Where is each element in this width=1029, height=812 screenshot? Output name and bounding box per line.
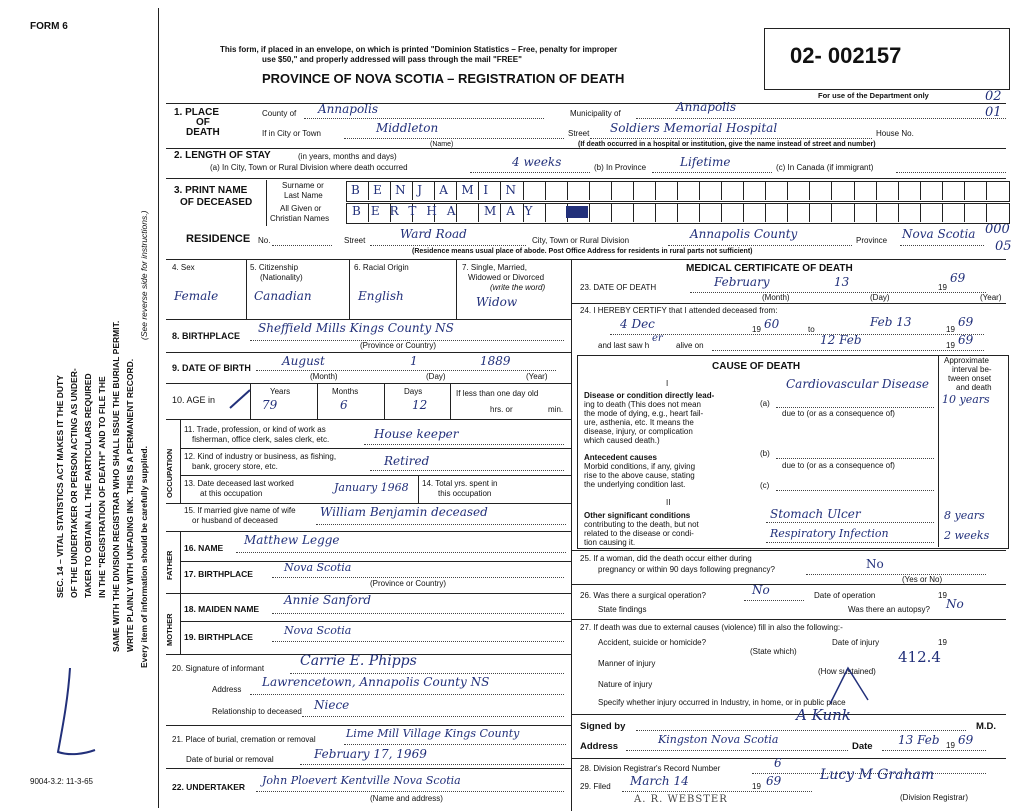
filed-year[interactable]: 69 — [766, 774, 782, 788]
surgical-value[interactable]: No — [752, 583, 770, 597]
section-ii-label: II — [666, 498, 671, 507]
dod-year[interactable]: 69 — [950, 271, 966, 285]
letter-cell — [942, 204, 943, 222]
informant-address-label: Address — [212, 685, 242, 694]
letter-cell — [765, 182, 766, 200]
accident-label: Accident, suicide or homicide? — [598, 638, 707, 647]
letter-cell — [677, 182, 678, 200]
autopsy-value[interactable]: No — [946, 597, 964, 611]
maiden-name-label: 18. MAIDEN NAME — [184, 604, 260, 614]
date-op-century: 19 — [938, 591, 947, 600]
letter-cell — [854, 182, 855, 200]
external-label: 27. If death was due to external causes (violence) fill in also the following:- — [580, 623, 843, 632]
last-worked-value[interactable]: January 1968 — [334, 481, 409, 494]
letter-cell — [920, 204, 921, 222]
other-label-2: contributing to the death, but not — [584, 520, 699, 529]
surname-label: Surname or — [282, 181, 324, 190]
antecedent-label-4: the underlying condition last. — [584, 480, 686, 489]
sig-address-value[interactable]: Kingston Nova Scotia — [658, 733, 779, 746]
letter-cell — [765, 204, 766, 222]
side-text-6: WRITE PLAINLY WITH UNFADING INK. THIS IS A PERMANENT RECORD. — [125, 358, 135, 652]
place-of-death-label-2: OF — [196, 117, 210, 128]
spouse-value[interactable]: William Benjamin deceased — [320, 505, 488, 519]
letter-cell — [787, 204, 788, 222]
letter-cell — [390, 182, 391, 200]
burial-date-value[interactable]: February 17, 1969 — [314, 747, 427, 761]
div-reg-note: (Division Registrar) — [900, 793, 969, 802]
name-note: (Name) — [430, 141, 454, 148]
marital-value[interactable]: Widow — [476, 295, 518, 309]
sig-date-value[interactable]: 13 Feb — [898, 733, 940, 747]
signed-by-label: Signed by — [580, 721, 626, 732]
letter-cell — [787, 182, 788, 200]
header-notice-2: use $50," and properly addressed will pass through the mail "FREE" — [262, 55, 522, 64]
filed-label: 29. Filed — [580, 782, 611, 791]
letter-cell — [545, 182, 546, 200]
christian-label: Christian Names — [270, 214, 330, 223]
sex-label: 4. Sex — [172, 263, 195, 272]
surname-letter[interactable]: N — [395, 183, 406, 197]
dod-day[interactable]: 13 — [834, 275, 850, 289]
spouse-label-2: or husband of deceased — [192, 516, 278, 525]
dob-year-note: (Year) — [526, 372, 548, 381]
letter-cell — [986, 182, 987, 200]
other-condition-1[interactable]: Stomach Ulcer — [770, 507, 861, 521]
street-label: Street — [568, 129, 590, 138]
autopsy-label: Was there an autopsy? — [848, 605, 930, 614]
birthplace-label: 8. BIRTHPLACE — [172, 331, 241, 341]
father-side-label: FATHER — [165, 550, 174, 580]
res-province-value[interactable]: Nova Scotia — [902, 227, 976, 241]
place-of-death-label: 1. PLACE — [174, 107, 220, 118]
res-city-label: City, Town or Rural Division — [532, 236, 630, 245]
handwritten-arrow — [820, 660, 900, 710]
stay-province-value[interactable]: Lifetime — [680, 155, 731, 169]
form-number: FORM 6 — [30, 21, 68, 32]
house-no-label: House No. — [876, 129, 914, 138]
attended-from-year[interactable]: 60 — [764, 317, 780, 331]
letter-cell — [611, 204, 612, 222]
years-label: Years — [270, 387, 291, 396]
date-injury-label: Date of injury — [832, 638, 880, 647]
letter-cell — [876, 204, 877, 222]
side-text-4: IN THE "REGISTRATION OF DEATH" AND TO FILE THE — [97, 376, 107, 598]
letter-cell — [986, 204, 987, 222]
dod-label: 23. DATE OF DEATH — [580, 283, 657, 292]
municipality-value[interactable]: Annapolis — [676, 100, 737, 114]
sex-value[interactable]: Female — [174, 289, 219, 303]
length-of-stay-label: 2. LENGTH OF STAY — [174, 150, 271, 161]
father-birthplace-value[interactable]: Nova Scotia — [284, 561, 352, 574]
cause-c-marker: (c) — [760, 481, 770, 490]
disease-label-4: ure, asthenia, etc. It means the — [584, 418, 694, 427]
letter-cell — [611, 182, 612, 200]
cause-title: CAUSE OF DEATH — [712, 361, 801, 372]
to-label: to — [808, 325, 815, 334]
last-saw-year[interactable]: 69 — [958, 333, 974, 347]
certify-label: 24. I HEREBY CERTIFY that I attended deceased from: — [580, 306, 778, 315]
letter-cell — [368, 182, 369, 200]
surname-letter[interactable]: A — [439, 183, 448, 197]
other-condition-2[interactable]: Respiratory Infection — [770, 527, 889, 540]
letter-cell — [964, 204, 965, 222]
letter-cell — [699, 204, 700, 222]
father-name-value[interactable]: Matthew Legge — [244, 533, 340, 547]
letter-cell — [677, 204, 678, 222]
informant-address-value[interactable]: Lawrencetown, Annapolis County NS — [262, 675, 490, 689]
letter-cell — [942, 182, 943, 200]
attended-to-century: 19 — [946, 325, 955, 334]
dept-code-1: 02 — [985, 89, 1002, 104]
letter-cell — [655, 204, 656, 222]
attended-to-year[interactable]: 69 — [958, 315, 974, 329]
dod-year-note: (Year) — [980, 293, 1002, 302]
citizenship-label: 5. Citizenship — [250, 263, 299, 272]
due-to-label-2: due to (or as a consequence of) — [782, 461, 895, 470]
interval-label-1: Approximate — [944, 356, 989, 365]
letter-cell — [743, 204, 744, 222]
sig-date-label: Date — [852, 741, 873, 752]
scribbled-out-mark — [566, 206, 588, 218]
last-saw-label: and last saw h — [598, 341, 650, 350]
dept-code-4: 05 — [995, 239, 1012, 254]
other-label-1: Other significant conditions — [584, 511, 691, 520]
surname-letter[interactable]: B — [351, 183, 360, 197]
other-label-3: related to the disease or condi- — [584, 529, 694, 538]
mother-birthplace-label: 19. BIRTHPLACE — [184, 632, 253, 642]
registrar-stamp: A. R. WEBSTER — [634, 794, 728, 805]
mother-side-label: MOTHER — [165, 613, 174, 646]
undertaker-label: 22. UNDERTAKER — [172, 782, 246, 792]
hospital-note: (If death occurred in a hospital or institution, give the name instead of street and number) — [578, 141, 876, 148]
dob-year[interactable]: 1889 — [480, 354, 511, 368]
print-name-label: 3. PRINT NAME — [174, 185, 248, 196]
cause-b-marker: (b) — [760, 449, 770, 458]
side-text-5: SAME WITH THE DIVISION REGISTRAR WHO SHALL ISSUE THE BURIAL PERMIT. — [111, 320, 121, 652]
nature-label: Nature of injury — [598, 680, 653, 689]
age-label: 10. AGE in — [172, 395, 216, 405]
registrar-signature[interactable]: Lucy M Graham — [820, 767, 935, 783]
md-label: M.D. — [976, 721, 997, 732]
industry-label-2: bank, grocery store, etc. — [192, 462, 278, 471]
last-name-label: Last Name — [284, 191, 323, 200]
letter-cell — [809, 182, 810, 200]
last-worked-label: 13. Date deceased last worked — [184, 479, 294, 488]
dod-month[interactable]: February — [714, 275, 770, 289]
surname-letter[interactable]: M — [461, 183, 474, 197]
given-name-2[interactable]: MAY — [484, 204, 543, 218]
res-city-value[interactable]: Annapolis County — [690, 227, 798, 241]
municipality-label: Municipality of — [570, 109, 621, 118]
letter-cell — [920, 182, 921, 200]
attended-from-century: 19 — [752, 325, 761, 334]
letter-cell — [831, 182, 832, 200]
letter-cell — [589, 204, 590, 222]
interval-label-3: tween onset — [948, 374, 992, 383]
side-text-2: OF THE UNDERTAKER OR PERSON ACTING AS UNDER- — [69, 368, 79, 598]
woman-value[interactable]: No — [866, 557, 884, 571]
informant-label: 20. Signature of informant — [172, 664, 265, 673]
last-saw-h[interactable]: er — [652, 333, 663, 344]
letter-cell — [633, 204, 634, 222]
how-note: (How sustained) — [818, 667, 876, 676]
sig-address-label: Address — [580, 741, 619, 752]
letter-cell — [898, 204, 899, 222]
other-label-4: tion causing it. — [584, 538, 636, 547]
disease-label-6: which caused death.) — [584, 436, 660, 445]
date-op-label: Date of operation — [814, 591, 876, 600]
dob-month-note: (Month) — [310, 372, 338, 381]
side-text-1: SEC. 14 – VITAL STATISTICS ACT MAKES IT THE DUTY — [55, 375, 65, 598]
age-days[interactable]: 12 — [412, 398, 428, 412]
hrs-label: hrs. or — [490, 405, 513, 414]
letter-cell — [412, 182, 413, 200]
sig-century: 19 — [946, 741, 955, 750]
reg-record-value[interactable]: 6 — [774, 756, 782, 770]
informant-signature[interactable]: Carrie E. Phipps — [300, 653, 417, 669]
woman-label-2: pregnancy or within 90 days following pregnancy? — [598, 565, 775, 574]
stat-code[interactable]: 412.4 — [898, 648, 941, 666]
dept-use: For use of the Department only — [818, 91, 929, 100]
days-label: Days — [404, 387, 423, 396]
less-day-label: If less than one day old — [456, 389, 539, 398]
undertaker-note: (Name and address) — [370, 794, 443, 803]
state-findings-label: State findings — [598, 605, 647, 614]
stay-city-value[interactable]: 4 weeks — [512, 155, 562, 169]
interval-label-4: and death — [956, 383, 992, 392]
form-code: 9004-3.2: 11-3-65 — [30, 777, 94, 786]
letter-cell — [964, 182, 965, 200]
surname-letter[interactable]: E — [373, 183, 382, 197]
disease-label-5: disease, injury, or complication — [584, 427, 693, 436]
racial-value[interactable]: English — [358, 289, 404, 303]
letter-cell — [809, 204, 810, 222]
of-deceased-label: OF DECEASED — [180, 197, 253, 208]
age-tick-mark — [226, 386, 256, 416]
surname-letter[interactable]: N — [505, 183, 516, 197]
street-value[interactable]: Soldiers Memorial Hospital — [610, 121, 778, 135]
trade-label-2: fisherman, office clerk, sales clerk, etc. — [192, 435, 330, 444]
letter-cell — [567, 182, 568, 200]
disease-label-1: Disease or condition directly lead- — [584, 391, 715, 400]
stay-b-label: (b) In Province — [594, 163, 647, 172]
dod-century: 19 — [938, 283, 947, 292]
res-street-value[interactable]: Ward Road — [400, 227, 467, 241]
city-value[interactable]: Middleton — [376, 121, 439, 135]
letter-cell — [478, 182, 479, 200]
letter-cell — [831, 204, 832, 222]
antecedent-label-3: rise to the above cause, stating — [584, 471, 695, 480]
letter-cell — [721, 182, 722, 200]
attended-to[interactable]: Feb 13 — [870, 315, 912, 329]
letter-cell — [456, 182, 457, 200]
dod-day-note: (Day) — [870, 293, 890, 302]
trade-label: 11. Trade, profession, or kind of work as — [184, 425, 326, 434]
registration-number: 02- 002157 — [790, 43, 902, 68]
disease-label-2: ing to death (This does not mean — [584, 400, 701, 409]
dob-label: 9. DATE OF BIRTH — [172, 363, 251, 373]
surname-letter[interactable]: I — [483, 183, 489, 197]
antecedent-label-1: Antecedent causes — [584, 453, 657, 462]
father-name-label: 16. NAME — [184, 543, 224, 553]
cause-a-interval[interactable]: 10 years — [942, 393, 990, 406]
sig-year[interactable]: 69 — [958, 733, 974, 747]
header-notice: This form, if placed in an envelope, on which is printed "Dominion Statistics – Free, penalty for improper — [220, 45, 618, 54]
letter-cell — [523, 182, 524, 200]
side-text-7: Every item of information should be carefully supplied. — [139, 446, 149, 668]
last-saw-century: 19 — [946, 341, 955, 350]
racial-label: 6. Racial Origin — [354, 263, 409, 272]
city-label: If in City or Town — [262, 129, 321, 138]
letter-cell — [898, 182, 899, 200]
alive-on-label: alive on — [676, 341, 704, 350]
res-province-label: Province — [856, 236, 888, 245]
citizenship-value[interactable]: Canadian — [254, 289, 312, 303]
letter-cell — [545, 204, 546, 222]
dob-day-note: (Day) — [426, 372, 446, 381]
letter-cell — [876, 182, 877, 200]
attended-from[interactable]: 4 Dec — [620, 317, 655, 331]
letter-cell — [699, 182, 700, 200]
total-yrs-label-2: this occupation — [438, 489, 492, 498]
burial-label: 21. Place of burial, cremation or removal — [172, 735, 316, 744]
due-to-label-1: due to (or as a consequence of) — [782, 409, 895, 418]
undertaker-value[interactable]: John Ploevert Kentville Nova Scotia — [262, 774, 461, 787]
burial-date-label: Date of burial or removal — [186, 755, 274, 764]
age-months[interactable]: 6 — [340, 398, 348, 412]
cause-a-value[interactable]: Cardiovascular Disease — [786, 377, 930, 391]
burial-value[interactable]: Lime Mill Village Kings County — [346, 727, 520, 740]
place-of-death-label-3: DEATH — [186, 127, 220, 138]
form-title: PROVINCE OF NOVA SCOTIA – REGISTRATION OF DEATH — [262, 71, 625, 86]
specify-label: Specify whether injury occurred in Industry, in home, or in public place — [598, 698, 846, 707]
dept-code-3: 000 — [985, 222, 1010, 237]
date-injury-century: 19 — [938, 638, 947, 647]
marital-label: 7. Single, Married, — [462, 263, 527, 272]
letter-cell — [743, 182, 744, 200]
age-years[interactable]: 79 — [262, 398, 278, 412]
industry-value[interactable]: Retired — [384, 454, 430, 468]
reg-record-label: 28. Division Registrar's Record Number — [580, 764, 721, 773]
side-text-8: (See reverse side for instructions.) — [139, 210, 149, 340]
min-label: min. — [548, 405, 564, 414]
nationality-label: (Nationality) — [260, 273, 303, 282]
dob-day[interactable]: 1 — [410, 354, 418, 368]
antecedent-label-2: Morbid conditions, if any, giving — [584, 462, 696, 471]
father-birthplace-label: 17. BIRTHPLACE — [184, 569, 253, 579]
county-label: County of — [262, 109, 297, 118]
relationship-label: Relationship to deceased — [212, 707, 302, 716]
father-birthplace-note: (Province or Country) — [370, 579, 447, 588]
relationship-value[interactable]: Niece — [314, 698, 350, 712]
letter-cell — [721, 204, 722, 222]
state-which-note: (State which) — [750, 647, 797, 656]
length-note: (in years, months and days) — [298, 152, 397, 161]
letter-cell — [478, 204, 479, 222]
birthplace-value[interactable]: Sheffield Mills Kings County NS — [258, 321, 454, 335]
dept-code-2: 01 — [985, 105, 1002, 120]
letter-cell — [434, 182, 435, 200]
surgical-label: 26. Was there a surgical operation? — [580, 591, 706, 600]
side-text-3: TAKER TO OBTAIN ALL THE PARTICULARS REQUIRED — [83, 373, 93, 598]
marital-label-3: (write the word) — [490, 283, 546, 292]
yes-no-note: (Yes or No) — [902, 575, 943, 584]
medical-cert-title: MEDICAL CERTIFICATE OF DEATH — [686, 263, 853, 274]
disease-label-3: the mode of dying, e.g., heart fail- — [584, 409, 704, 418]
interval-label-2: interval be- — [952, 365, 992, 374]
industry-label: 12. Kind of industry or business, as fishing, — [184, 452, 337, 461]
given-label: All Given or — [280, 204, 322, 213]
total-yrs-label: 14. Total yrs. spent in — [422, 479, 498, 488]
county-value[interactable]: Annapolis — [318, 102, 379, 116]
other-2-interval[interactable]: 2 weeks — [944, 529, 990, 542]
letter-cell — [854, 204, 855, 222]
occupation-side-label: OCCUPATION — [165, 448, 174, 498]
filed-value[interactable]: March 14 — [630, 774, 689, 788]
surname-letter[interactable]: J — [417, 183, 422, 197]
cause-a-marker: (a) — [760, 399, 770, 408]
mother-birthplace-value[interactable]: Nova Scotia — [284, 624, 352, 637]
margin-signature-mark — [40, 660, 100, 770]
letter-cell — [633, 182, 634, 200]
physician-signature[interactable]: A Kunk — [796, 706, 851, 724]
letter-cell — [655, 182, 656, 200]
section-i-label: I — [666, 379, 669, 388]
residence-label: RESIDENCE — [186, 233, 251, 245]
trade-value[interactable]: House keeper — [374, 427, 459, 441]
letter-cell — [589, 182, 590, 200]
manner-label: Manner of injury — [598, 659, 656, 668]
birthplace-note: (Province or Country) — [360, 341, 437, 350]
res-no-label: No. — [258, 236, 271, 245]
letter-cell — [500, 182, 501, 200]
filed-century: 19 — [752, 782, 761, 791]
stay-a-label: (a) In City, Town or Rural Division where death occurred — [210, 163, 408, 172]
maiden-name-value[interactable]: Annie Sanford — [284, 593, 372, 607]
res-note: (Residence means usual place of abode. Post Office Address for residents in rural parts not sufficient) — [412, 248, 753, 255]
dod-month-note: (Month) — [762, 293, 790, 302]
other-1-interval[interactable]: 8 years — [944, 509, 985, 522]
woman-label-1: 25. If a woman, did the death occur either during — [580, 554, 752, 563]
given-name-1[interactable]: BERTHA — [352, 204, 466, 218]
last-worked-label-2: at this occupation — [200, 489, 263, 498]
res-street-label: Street — [344, 236, 366, 245]
last-saw-value[interactable]: 12 Feb — [820, 333, 862, 347]
marital-label-2: Widowed or Divorced — [468, 273, 545, 282]
dob-month[interactable]: August — [282, 354, 325, 368]
months-label: Months — [332, 387, 359, 396]
spouse-label: 15. If married give name of wife — [184, 506, 296, 515]
stay-c-label: (c) In Canada (if immigrant) — [776, 163, 874, 172]
